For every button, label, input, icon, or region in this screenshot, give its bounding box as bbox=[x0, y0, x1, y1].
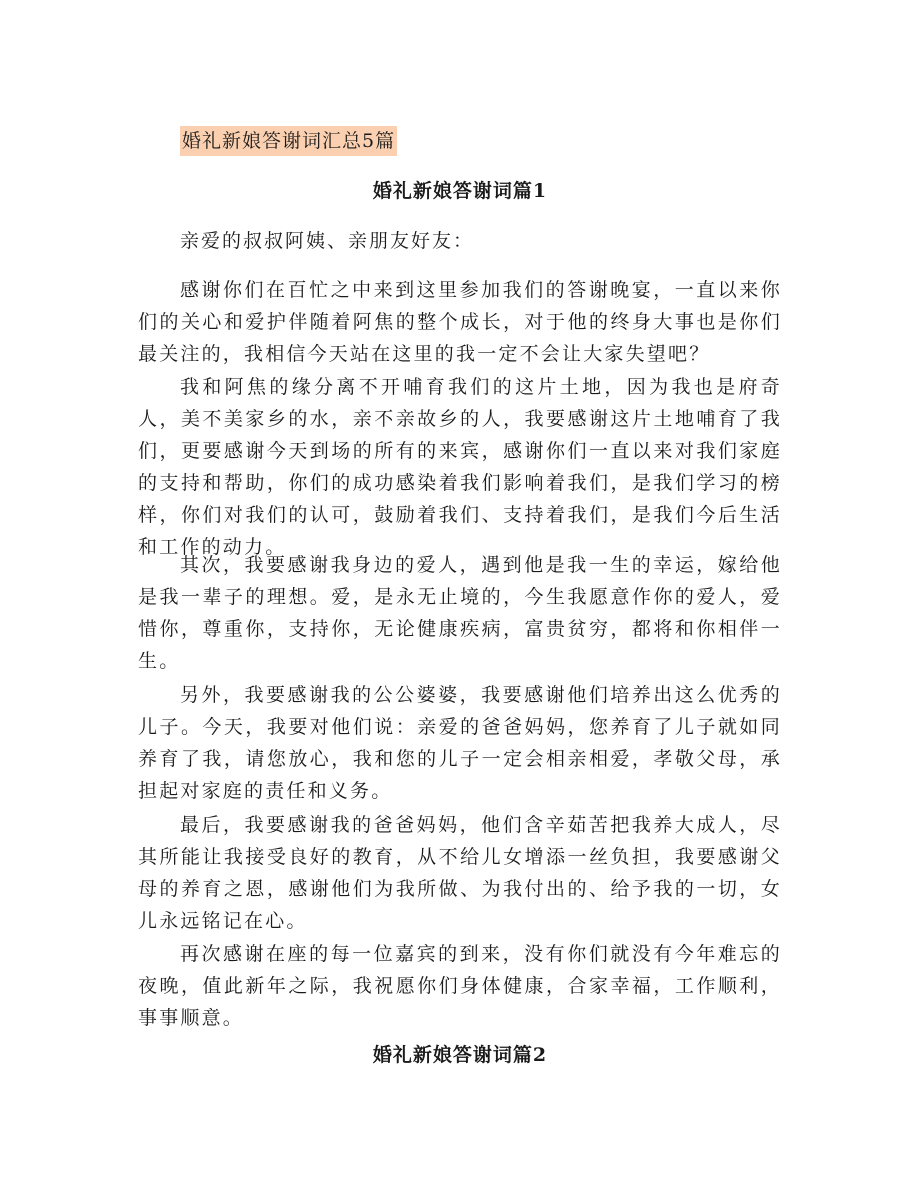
section-heading-2: 婚礼新娘答谢词篇2 bbox=[372, 1044, 548, 1066]
paragraph-4: 另外，我要感谢我的公公婆婆，我要感谢他们培养出这么优秀的儿子。今天，我要对他们说：亲爱的爸爸妈妈，您养育了儿子就如同养育了我，请您放心，我和您的儿子一定会相亲相爱，孝敬父母，承担起对家庭的责任和义务。 bbox=[138, 684, 782, 802]
document-title: 婚礼新娘答谢词汇总5篇 bbox=[180, 126, 397, 156]
paragraph-3: 其次，我要感谢我身边的爱人，遇到他是我一生的幸运，嫁给他是我一辈子的理想。爱，是永无止境的，今生我愿意作你的爱人，爱惜你，尊重你，支持你，无论健康疾病，富贵贫穷，都将和你相伴一生。 bbox=[138, 554, 782, 672]
paragraph-1: 感谢你们在百忙之中来到这里参加我们的答谢晚宴，一直以来你们的关心和爱护伴随着阿焦的整个成长，对于他的终身大事也是你们最关注的，我相信今天站在这里的我一定不会让大家失望吧？ bbox=[138, 279, 782, 365]
paragraph-5: 最后，我要感谢我的爸爸妈妈，他们含辛茹苦把我养大成人，尽其所能让我接受良好的教育，从不给儿女增添一丝负担，我要感谢父母的养育之恩，感谢他们为我所做、为我付出的、给予我的一切，女儿永远铭记在心。 bbox=[138, 814, 782, 932]
section-heading-1: 婚礼新娘答谢词篇1 bbox=[372, 180, 548, 202]
paragraph-6: 再次感谢在座的每一位嘉宾的到来，没有你们就没有今年难忘的夜晚，值此新年之际，我祝愿你们身体健康，合家幸福，工作顺利，事事顺意。 bbox=[138, 943, 782, 1029]
paragraph-2: 我和阿焦的缘分离不开哺育我们的这片土地，因为我也是府奇人，美不美家乡的水，亲不亲故乡的人，我要感谢这片土地哺育了我们，更要感谢今天到场的所有的来宾，感谢你们一直以来对我们家庭的支持和帮助，你们的成功感染着我们影响着我们，是我们学习的榜样，你们对我们的认可，鼓励着我们、支持着我们，是我们今后生活和工作的动力。 bbox=[138, 376, 782, 558]
greeting: 亲爱的叔叔阿姨、亲朋友好友： bbox=[180, 230, 475, 252]
